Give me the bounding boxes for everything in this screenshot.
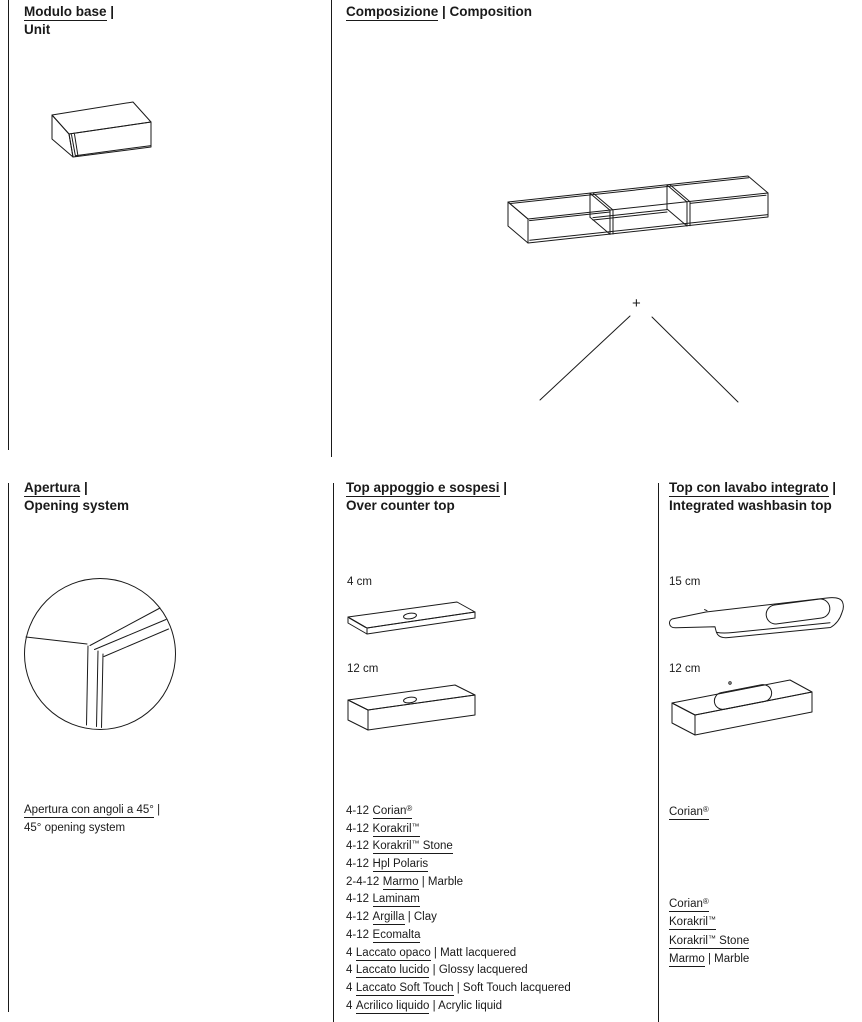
material-item xyxy=(346,818,571,836)
material-name: Korakril™ Stone xyxy=(372,839,453,853)
material-name: Marmo xyxy=(382,875,419,888)
material-name: Corian® xyxy=(669,897,709,910)
overcounter-title-pipe: | xyxy=(499,480,508,495)
material-codes: 4 xyxy=(346,981,353,994)
material-name: Laccato Soft Touch xyxy=(355,981,454,994)
plus-symbol: + xyxy=(632,295,641,312)
divider-vertical-bottom-middle xyxy=(333,483,334,1022)
opening-title-en: Opening system xyxy=(24,497,130,513)
overcounter-title-it: Top appoggio e sospesi xyxy=(346,480,500,495)
material-name: Korakril™ Stone xyxy=(669,933,750,947)
material-codes: 4-12 xyxy=(346,805,370,817)
material-item xyxy=(346,942,571,960)
composition-title-en: Composition xyxy=(449,4,533,19)
material-codes: 4-12 xyxy=(346,928,370,941)
composition-title-pipe: | xyxy=(438,4,450,19)
unit-section-title xyxy=(24,3,114,38)
washbasin-materials-bottom-list xyxy=(669,893,749,966)
opening-caption-it: Apertura con angoli a 45° xyxy=(24,804,154,816)
material-translation: | Soft Touch lacquered xyxy=(453,981,571,994)
material-item xyxy=(346,959,571,977)
unit-title-pipe: | xyxy=(106,4,115,19)
opening-title-it: Apertura xyxy=(24,480,81,495)
washbasin-title-en: Integrated washbasin top xyxy=(669,497,832,513)
material-name: Korakril™ xyxy=(372,821,420,835)
divider-vertical-top-left xyxy=(8,0,9,450)
material-name: Acrilico liquido xyxy=(355,999,430,1012)
material-name: Laccato lucido xyxy=(355,964,430,977)
material-item xyxy=(346,871,571,889)
material-name: Korakril™ xyxy=(669,915,716,929)
material-item xyxy=(346,977,571,995)
material-item xyxy=(669,893,749,911)
material-item xyxy=(346,906,571,924)
overcounter-thin-label: 4 cm xyxy=(347,576,372,588)
washbasin-thick-label: 12 cm xyxy=(669,663,701,675)
washbasin-materials-top-list xyxy=(669,801,709,819)
washbasin-title-pipe: | xyxy=(828,480,837,495)
countertop-4cm-drawing xyxy=(340,594,480,644)
material-item xyxy=(669,801,709,819)
material-name: Laminam xyxy=(372,893,420,906)
material-item xyxy=(346,995,571,1013)
composition-section-title xyxy=(346,3,532,21)
material-codes: 4-12 xyxy=(346,822,370,835)
material-item xyxy=(346,853,571,871)
material-codes: 4-12 xyxy=(346,911,370,924)
opening-section-title xyxy=(24,479,129,514)
divider-vertical-top-middle xyxy=(331,0,332,457)
divider-vertical-bottom-right xyxy=(658,483,659,1022)
material-item xyxy=(669,930,749,948)
overcounter-title-en: Over counter top xyxy=(346,497,455,513)
opening-caption xyxy=(24,801,160,837)
washbasin-12cm-drawing xyxy=(663,676,858,738)
composition-shelf-drawing xyxy=(500,172,775,248)
material-translation: | Matt lacquered xyxy=(430,946,517,959)
material-codes: 4 xyxy=(346,999,353,1012)
washbasin-thin-label: 15 cm xyxy=(669,576,701,588)
material-item xyxy=(346,800,571,818)
material-name: Ecomalta xyxy=(372,928,421,941)
washbasin-title-it: Top con lavabo integrato xyxy=(669,480,829,495)
material-translation: | Glossy lacquered xyxy=(429,964,528,977)
material-translation: | Acrylic liquid xyxy=(429,999,503,1012)
material-codes: 4 xyxy=(346,946,353,959)
material-name: Hpl Polaris xyxy=(372,858,429,871)
unit-title-en: Unit xyxy=(24,21,51,37)
countertop-12cm-drawing xyxy=(340,678,482,736)
material-name: Corian® xyxy=(669,805,709,818)
material-name: Argilla xyxy=(372,911,405,924)
material-codes: 4-12 xyxy=(346,893,370,906)
washbasin-section-title xyxy=(669,479,836,514)
material-translation: | Marble xyxy=(418,875,464,888)
corner-detail-drawing xyxy=(22,576,178,732)
material-name: Marmo xyxy=(669,952,705,965)
material-name: Corian® xyxy=(372,804,413,817)
unit-title-it: Modulo base xyxy=(24,4,107,19)
material-item xyxy=(346,924,571,942)
material-item xyxy=(346,888,571,906)
material-codes: 4-12 xyxy=(346,858,370,871)
composition-guide-lines xyxy=(528,292,743,407)
material-name: Laccato opaco xyxy=(355,946,431,959)
overcounter-section-title xyxy=(346,479,507,514)
divider-vertical-bottom-left xyxy=(8,483,9,1012)
material-translation: | Clay xyxy=(404,911,437,924)
material-translation: | Marble xyxy=(704,952,750,965)
material-item xyxy=(669,911,749,929)
composition-title-it: Composizione xyxy=(346,4,439,19)
washbasin-15cm-drawing xyxy=(663,592,855,652)
material-item xyxy=(346,835,571,853)
overcounter-thick-label: 12 cm xyxy=(347,663,379,675)
opening-caption-pipe: | xyxy=(153,804,161,816)
material-codes: 2-4-12 xyxy=(346,875,380,888)
material-codes: 4 xyxy=(346,964,353,977)
material-item xyxy=(669,948,749,966)
material-codes: 4-12 xyxy=(346,840,370,853)
overcounter-materials-list xyxy=(346,800,571,1012)
unit-box-drawing xyxy=(45,88,157,160)
opening-title-pipe: | xyxy=(80,480,88,495)
opening-caption-en: 45° opening system xyxy=(24,822,126,834)
